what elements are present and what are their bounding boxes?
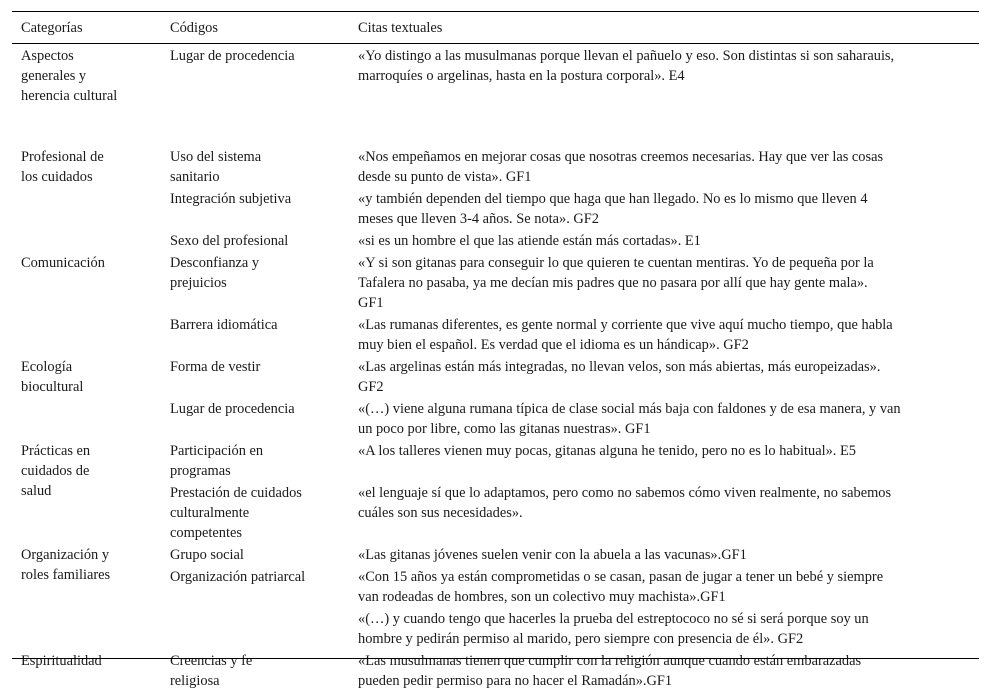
category-cell-line: Organización y — [21, 547, 110, 563]
table-row — [12, 357, 960, 399]
quote-cell-line: «Las rumanas diferentes, es gente normal y corriente que vive aquí mucho tiempo, que habla — [358, 317, 893, 333]
quote-cell — [358, 483, 960, 523]
table-row — [12, 483, 960, 545]
table-bottom-rule — [12, 658, 979, 659]
quote-cell-line: GF2 — [358, 379, 384, 395]
category-cell-line: roles familiares — [21, 567, 111, 583]
category-cell-line: Aspectos — [21, 48, 74, 64]
code-cell — [170, 189, 358, 209]
category-cell-line: Comunicación — [21, 255, 105, 271]
code-cell — [170, 315, 358, 335]
code-cell-line: sanitario — [170, 169, 220, 185]
quote-cell-line: «(…) viene alguna rumana típica de clase social más baja con faldones y de esa manera, y van — [358, 401, 901, 417]
code-cell — [170, 567, 358, 587]
code-cell-line: Lugar de procedencia — [170, 401, 295, 417]
table-row — [12, 46, 960, 107]
code-cell-line: prejuicios — [170, 275, 227, 291]
quote-cell — [358, 189, 960, 229]
code-cell — [170, 441, 358, 481]
table-body — [12, 44, 979, 689]
quote-cell — [358, 315, 960, 355]
code-cell — [170, 545, 358, 565]
quote-cell-line: un poco por libre, como las gitanas nuestras». GF1 — [358, 421, 651, 437]
category-cell — [21, 147, 170, 187]
category-cell-line: Prácticas en — [21, 443, 91, 459]
table-row — [12, 231, 960, 253]
quote-cell — [358, 567, 960, 607]
quote-cell — [358, 253, 960, 313]
code-cell-line: culturalmente — [170, 505, 250, 521]
code-cell — [170, 46, 358, 66]
quote-cell-line: «y también dependen del tiempo que haga que han llegado. No es lo mismo que lleven 4 — [358, 191, 868, 207]
code-cell-line: Desconfianza y — [170, 255, 260, 271]
code-cell-line: Creencias y fe — [170, 653, 253, 669]
table-row — [12, 609, 960, 651]
quote-cell — [358, 651, 960, 691]
category-cell — [21, 46, 170, 106]
code-cell-line: Participación en — [170, 443, 264, 459]
quote-cell-line: «(…) y cuando tengo que hacerles la prueba del estreptococo no sé si será porque soy un — [358, 611, 869, 627]
quote-cell-line: van rodeadas de hombres, son un colectivo muy machista».GF1 — [358, 589, 726, 605]
code-cell-line: Barrera idiomática — [170, 317, 278, 333]
category-cell-line: Ecología — [21, 359, 73, 375]
category-cell-line: generales y — [21, 68, 87, 84]
table-header — [12, 12, 979, 44]
table-row — [12, 399, 960, 441]
category-cell-line: herencia cultural — [21, 88, 118, 104]
header-category: Categorías — [21, 19, 83, 36]
table-row — [12, 147, 960, 189]
quote-cell-line: muy bien el español. Es verdad que el idioma es un hándicap». GF2 — [358, 337, 749, 353]
quote-cell-line: «Nos empeñamos en mejorar cosas que nosotras creemos necesarias. Hay que ver las cosas — [358, 149, 884, 165]
code-cell-line: Integración subjetiva — [170, 191, 292, 207]
table-row — [12, 567, 960, 609]
code-cell-line: Sexo del profesional — [170, 233, 289, 249]
quote-cell — [358, 545, 960, 565]
code-cell — [170, 483, 358, 543]
category-cell — [21, 651, 170, 671]
code-cell-line: Grupo social — [170, 547, 244, 563]
quote-cell-line: «Y si son gitanas para conseguir lo que quieren te cuentan mentiras. Yo de pequeña por la — [358, 255, 874, 271]
quote-cell-line: «Las musulmanas tienen que cumplir con la religión aunque cuando están embarazadas — [358, 653, 862, 669]
code-cell-line: religiosa — [170, 673, 220, 689]
quote-cell-line: cuáles son sus necesidades». — [358, 505, 523, 521]
code-cell — [170, 357, 358, 377]
quote-cell-line: desde su punto de vista». GF1 — [358, 169, 532, 185]
quote-cell — [358, 399, 960, 439]
category-cell-line: salud — [21, 483, 52, 499]
quote-cell-line: «Las gitanas jóvenes suelen venir con la abuela a las vacunas».GF1 — [358, 547, 747, 563]
quote-cell-line: GF1 — [358, 295, 384, 311]
quote-cell-line: «si es un hombre el que las atiende están más cortadas». E1 — [358, 233, 701, 249]
quote-cell-line: «Con 15 años ya están comprometidas o se casan, pasan de jugar a tener un bebé y siempre — [358, 569, 884, 585]
code-cell-line: programas — [170, 463, 231, 479]
category-cell-line: cuidados de — [21, 463, 90, 479]
quote-cell-line: pueden pedir permiso para no hacer el Ramadán».GF1 — [358, 673, 673, 689]
table-row — [12, 189, 960, 231]
code-cell-line: Forma de vestir — [170, 359, 261, 375]
code-cell — [170, 651, 358, 691]
category-cell-line: Profesional de — [21, 149, 104, 165]
quote-cell — [358, 147, 960, 187]
header-quote: Citas textuales — [358, 19, 443, 36]
category-cell-line: los cuidados — [21, 169, 93, 185]
quote-cell — [358, 609, 960, 649]
table-row — [12, 315, 960, 357]
code-cell-line: Uso del sistema — [170, 149, 262, 165]
quote-cell-line: «A los talleres vienen muy pocas, gitanas alguna he tenido, pero no es lo habitual». E5 — [358, 443, 856, 459]
header-code: Códigos — [170, 19, 218, 36]
quote-cell-line: «Las argelinas están más integradas, no llevan velos, son más abiertas, más europeizadas». — [358, 359, 881, 375]
code-cell-line: Organización patriarcal — [170, 569, 306, 585]
category-cell-line: Espiritualidad — [21, 653, 102, 669]
category-cell — [21, 357, 170, 397]
quote-cell-line: «el lenguaje sí que lo adaptamos, pero como no sabemos cómo viven realmente, no sabemos — [358, 485, 892, 501]
quote-cell-line: «Yo distingo a las musulmanas porque llevan el pañuelo y eso. Son distintas si son saharauis, — [358, 48, 895, 64]
code-cell-line: Prestación de cuidados — [170, 485, 302, 501]
quote-cell — [358, 357, 960, 397]
quote-cell — [358, 46, 960, 86]
quote-cell — [358, 231, 960, 251]
code-cell — [170, 231, 358, 251]
quote-cell-line: Tafalera no pasaba, ya me decían mis padres que no pasara por allí que hay gente mala». — [358, 275, 868, 291]
quote-cell-line: hombre y pedirán permiso al marido, pero siempre con presencia de él». GF2 — [358, 631, 804, 647]
code-cell-line: Lugar de procedencia — [170, 48, 295, 64]
quote-cell-line: meses que lleven 3-4 años. Se nota». GF2 — [358, 211, 600, 227]
category-cell — [21, 253, 170, 273]
table — [12, 11, 979, 689]
quote-cell-line: marroquíes o argelinas, hasta en la postura corporal». E4 — [358, 68, 685, 84]
code-cell — [170, 253, 358, 293]
code-cell — [170, 399, 358, 419]
code-cell — [170, 147, 358, 187]
category-cell-line: biocultural — [21, 379, 84, 395]
table-row — [12, 253, 960, 315]
quote-cell — [358, 441, 960, 461]
code-cell-line: competentes — [170, 525, 242, 541]
